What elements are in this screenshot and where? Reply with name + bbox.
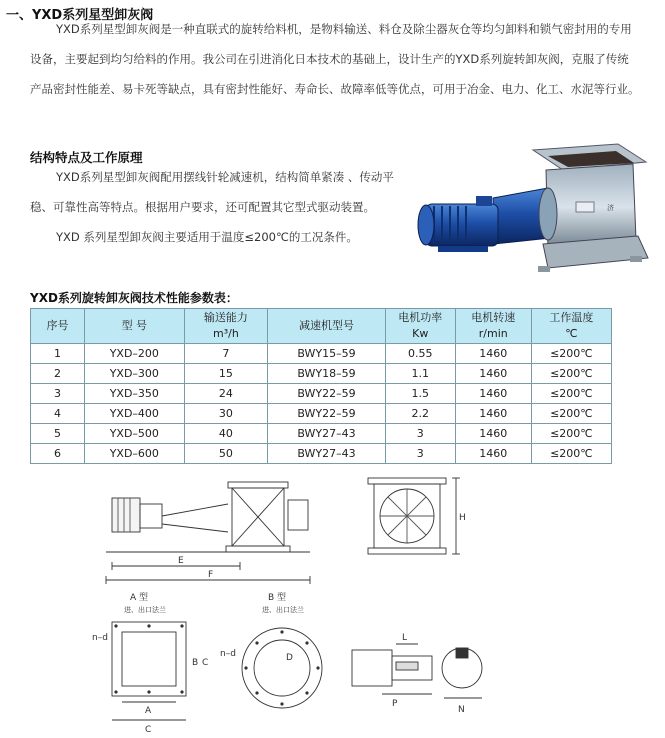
cell-power: 0.55 — [385, 344, 455, 364]
cell-model: YXD–300 — [85, 364, 184, 384]
dim-L-label: L — [402, 633, 408, 643]
cell-model: YXD–200 — [85, 344, 184, 364]
dim-A-label: A — [145, 706, 152, 716]
type-a-title: A 型 — [130, 593, 149, 603]
cell-index: 4 — [31, 404, 85, 424]
table-title: YXD系列旋转卸灰阀技术性能参数表： — [30, 291, 238, 305]
nd-right-label: n–d — [220, 649, 236, 659]
dim-F-label: F — [208, 570, 214, 580]
cell-speed: 1460 — [455, 364, 531, 384]
type-a-subtitle: 进、出口法兰 — [124, 606, 166, 614]
col-header-power: 电机功率 Kw — [385, 309, 455, 344]
cell-temperature: ≤200℃ — [531, 404, 611, 424]
cell-model: YXD–600 — [85, 444, 184, 464]
cell-model: YXD–500 — [85, 424, 184, 444]
cell-temperature: ≤200℃ — [531, 424, 611, 444]
cell-temperature: ≤200℃ — [531, 444, 611, 464]
cell-index: 2 — [31, 364, 85, 384]
photo-label: 济 — [607, 204, 614, 212]
cell-capacity: 50 — [184, 444, 268, 464]
table-row — [31, 364, 612, 384]
cell-index: 3 — [31, 384, 85, 404]
table-row — [31, 404, 612, 424]
dim-B-label: B — [192, 658, 199, 668]
shaft-detail-drawing — [352, 633, 482, 715]
table-row — [31, 424, 612, 444]
cell-speed: 1460 — [455, 384, 531, 404]
cell-index: 6 — [31, 444, 85, 464]
cell-capacity: 40 — [184, 424, 268, 444]
cell-temperature: ≤200℃ — [531, 384, 611, 404]
cell-speed: 1460 — [455, 424, 531, 444]
col-header-speed: 电机转速 r/min — [455, 309, 531, 344]
cell-reducer: BWY27–43 — [268, 444, 385, 464]
cell-capacity: 30 — [184, 404, 268, 424]
side-elevation-drawing — [106, 482, 310, 584]
table-row — [31, 384, 612, 404]
cell-power: 1.1 — [385, 364, 455, 384]
type-b-title: B 型 — [268, 593, 287, 603]
intro-paragraph: YXD系列星型卸灰阀是一种直联式的旋转给料机，是物料输送、料仓及除尘器灰仓等均匀卸料和锁气密封用的专用设备，主要起到均匀给料的作用。我公司在引进消化日本技术的基础上，设计生产的YXD系列旋转卸灰阀，克服了传统产品密封性能差、易卡死等缺点，具有密封性能好、寿命长、故障率低等优点，可用于冶金、电力、化工、水泥等行业。 — [30, 22, 640, 96]
cell-power: 3 — [385, 444, 455, 464]
cell-power: 1.5 — [385, 384, 455, 404]
section-heading-2: 结构特点及工作原理 — [30, 150, 143, 165]
dim-C-bottom-label: C — [145, 725, 152, 735]
col-header-temperature: 工作温度 ℃ — [531, 309, 611, 344]
table-row — [31, 444, 612, 464]
col-header-capacity: 输送能力 m³/h — [184, 309, 268, 344]
table-row — [31, 344, 612, 364]
cell-model: YXD–400 — [85, 404, 184, 424]
cell-reducer: BWY27–43 — [268, 424, 385, 444]
dim-H-label: H — [459, 513, 466, 523]
dim-D-label: D — [286, 653, 293, 663]
cell-power: 2.2 — [385, 404, 455, 424]
cell-power: 3 — [385, 424, 455, 444]
cell-speed: 1460 — [455, 344, 531, 364]
table-header-row — [31, 309, 612, 344]
col-header-index: 序号 — [31, 309, 85, 344]
temperature-paragraph: YXD 系列星型卸灰阀主要适用于温度≤200℃的工况条件。 — [56, 230, 358, 244]
dim-N-label: N — [458, 705, 465, 715]
cell-temperature: ≤200℃ — [531, 364, 611, 384]
structure-paragraph: YXD系列星型卸灰阀配用摆线针轮减速机，结构简单紧凑 、传动平稳、可靠性高等特点。根据用户要求，还可配置其它型式驱动装置。 — [30, 170, 394, 214]
section-heading-1: 一、YXD系列星型卸灰阀 — [6, 8, 154, 23]
dim-P-label: P — [392, 699, 398, 709]
type-b-subtitle: 进、出口法兰 — [262, 606, 304, 614]
cell-index: 1 — [31, 344, 85, 364]
spec-table — [30, 308, 612, 464]
cell-speed: 1460 — [455, 404, 531, 424]
cell-reducer: BWY22–59 — [268, 404, 385, 424]
cell-reducer: BWY15–59 — [268, 344, 385, 364]
nd-left-label: n–d — [92, 633, 108, 643]
cell-speed: 1460 — [455, 444, 531, 464]
cell-index: 5 — [31, 424, 85, 444]
dim-C-side-label: C — [202, 658, 209, 668]
cell-capacity: 7 — [184, 344, 268, 364]
type-a-flange-drawing — [92, 591, 208, 735]
front-elevation-drawing — [368, 478, 466, 554]
cell-reducer: BWY18–59 — [268, 364, 385, 384]
cell-temperature: ≤200℃ — [531, 344, 611, 364]
type-b-flange-drawing — [220, 591, 322, 708]
cell-model: YXD–350 — [85, 384, 184, 404]
cell-reducer: BWY22–59 — [268, 384, 385, 404]
technical-drawings — [0, 470, 665, 738]
product-photo — [398, 140, 660, 280]
dim-E-label: E — [178, 556, 184, 566]
cell-capacity: 24 — [184, 384, 268, 404]
col-header-model: 型 号 — [85, 309, 184, 344]
cell-capacity: 15 — [184, 364, 268, 384]
col-header-reducer: 减速机型号 — [268, 309, 385, 344]
